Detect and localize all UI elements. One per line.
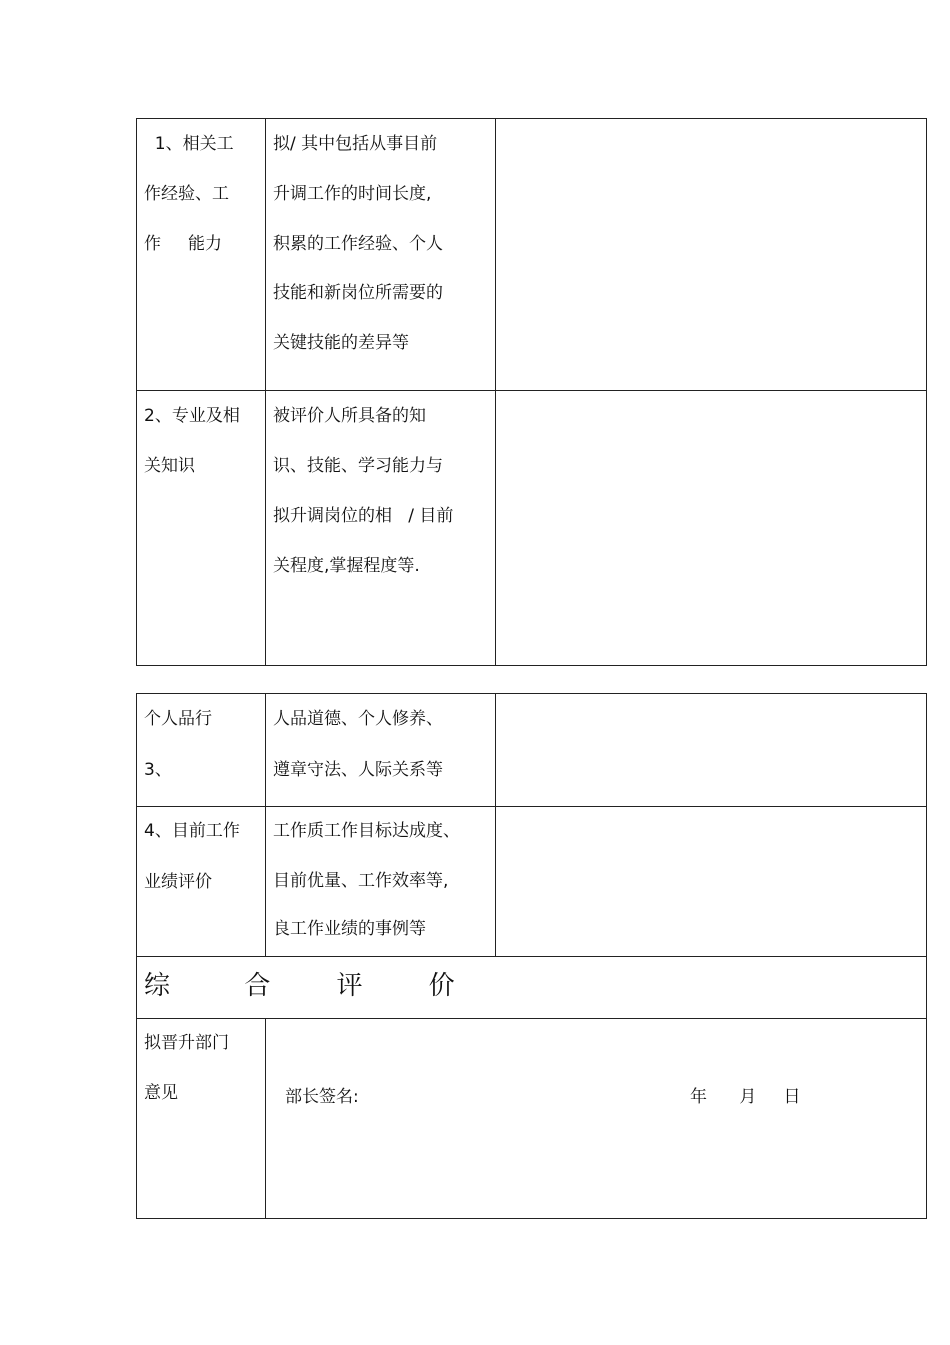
row3-desc-cell — [265, 693, 496, 807]
row4-evaluation-cell[interactable] — [495, 806, 927, 957]
row4-desc-line-2: 目前优量、工作效率等, — [273, 871, 449, 891]
row4-item-cell — [136, 806, 266, 957]
row1-desc-line-3: 积累的工作经验、个人 — [273, 234, 443, 254]
row1-item-cell — [136, 118, 266, 391]
opinion-label-cell — [136, 1018, 266, 1219]
row1-evaluation-cell[interactable] — [495, 118, 927, 391]
date-label: 年 月 日 — [690, 1087, 801, 1107]
row1-item-line-2: 作经验、工 — [144, 184, 229, 204]
row1-desc-cell — [265, 118, 496, 391]
row4-item-line-1: 4、目前工作 — [144, 821, 240, 841]
row2-desc-line-4: 关程度,掌握程度等. — [273, 556, 420, 576]
opinion-label-line-2: 意见 — [144, 1083, 178, 1103]
row3-item-line-1: 个人品行 — [144, 709, 212, 729]
row2-desc-line-3: 拟升调岗位的相 / 目前 — [273, 506, 454, 526]
row4-item-line-2: 业绩评价 — [144, 872, 212, 892]
opinion-content-cell[interactable] — [265, 1018, 927, 1219]
row1-desc-line-1: 拟/ 其中包括从事目前 — [273, 134, 438, 154]
row2-evaluation-cell[interactable] — [495, 391, 927, 666]
row4-desc-cell — [265, 806, 496, 957]
row1-item-line-1: 1、相关工 — [144, 134, 234, 154]
row2-desc-line-2: 识、技能、学习能力与 — [273, 456, 443, 476]
row3-item-cell — [136, 693, 266, 807]
row3-item-line-2: 3、 — [144, 760, 172, 780]
row3-desc-line-1: 人品道德、个人修养、 — [273, 709, 443, 729]
row4-desc-line-3: 良工作业绩的事例等 — [273, 919, 426, 939]
row1-desc-line-4: 技能和新岗位所需要的 — [273, 283, 443, 303]
row3-evaluation-cell[interactable] — [495, 693, 927, 807]
row3-desc-line-2: 遵章守法、人际关系等 — [273, 760, 443, 780]
row2-item-cell — [136, 391, 266, 666]
summary-title-cell — [136, 956, 927, 1019]
row2-desc-line-1: 被评价人所具备的知 — [273, 406, 426, 426]
row2-item-line-2: 关知识 — [144, 456, 195, 476]
row1-desc-line-5: 关键技能的差异等 — [273, 333, 409, 353]
signature-label: 部长签名: — [285, 1087, 359, 1107]
summary-title: 综 合 评 价 — [144, 971, 455, 1001]
row2-item-line-1: 2、专业及相 — [144, 406, 240, 426]
row1-item-line-3: 作 能力 — [144, 234, 223, 254]
row1-desc-line-2: 升调工作的时间长度, — [273, 184, 432, 204]
row2-desc-cell — [265, 391, 496, 666]
row4-desc-line-1: 工作质工作目标达成度、 — [273, 821, 460, 841]
opinion-label-line-1: 拟晋升部门 — [144, 1033, 229, 1053]
